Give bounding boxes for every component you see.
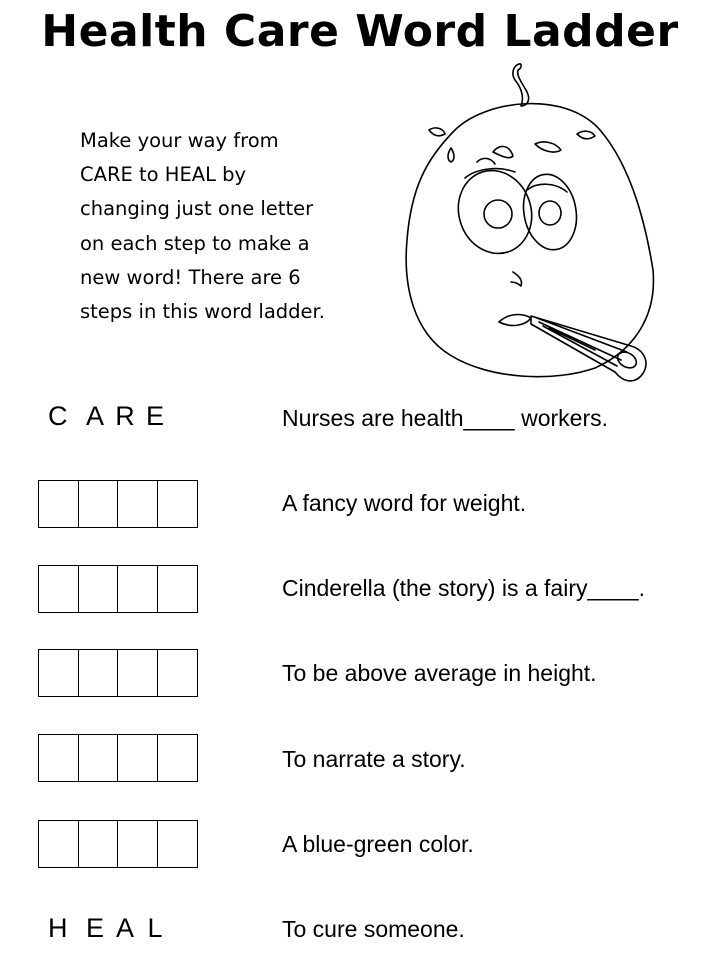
page-title: Health Care Word Ladder	[41, 6, 679, 57]
letter-box[interactable]	[157, 820, 198, 868]
clue-4: To be above average in height.	[282, 660, 597, 686]
letter-box[interactable]	[38, 734, 79, 782]
letter-box[interactable]	[157, 649, 198, 697]
start-word-letter: R	[115, 401, 135, 431]
answer-row-5	[38, 820, 201, 868]
letter-box[interactable]	[78, 820, 119, 868]
answer-row-4	[38, 734, 201, 782]
letter-box[interactable]	[157, 565, 198, 613]
letter-box[interactable]	[117, 734, 158, 782]
instructions-line: Make your way from	[80, 129, 279, 152]
start-word-letter: E	[145, 401, 164, 431]
end-word	[48, 913, 170, 944]
letter-box[interactable]	[78, 480, 119, 528]
sick-face-with-thermometer-icon	[395, 60, 675, 390]
end-word-letter: E	[85, 913, 104, 943]
letter-box[interactable]	[117, 820, 158, 868]
clue-2: A fancy word for weight.	[282, 490, 527, 516]
start-word-letter: C	[48, 401, 68, 431]
letter-box[interactable]	[157, 480, 198, 528]
answer-row-1	[38, 480, 201, 528]
instructions-line: on each step to make a	[80, 231, 310, 255]
letter-box[interactable]	[38, 820, 79, 868]
letter-box[interactable]	[78, 565, 119, 613]
instructions-line: new word! There are 6	[80, 265, 301, 289]
answer-row-2	[38, 565, 201, 613]
clue-6: A blue-green color.	[282, 831, 474, 857]
end-word-letter: L	[147, 913, 163, 943]
start-word	[48, 401, 170, 432]
letter-box[interactable]	[38, 480, 79, 528]
letter-box[interactable]	[117, 649, 158, 697]
letter-box[interactable]	[117, 565, 158, 613]
clue-1: Nurses are health____ workers.	[282, 405, 608, 431]
instructions-line: changing just one letter	[80, 197, 314, 221]
clue-3: Cinderella (the story) is a fairy____.	[282, 575, 646, 601]
answer-row-3	[38, 649, 201, 697]
instructions-line: steps in this word ladder.	[80, 300, 325, 324]
letter-box[interactable]	[78, 734, 119, 782]
letter-box[interactable]	[117, 480, 158, 528]
letter-box[interactable]	[38, 649, 79, 697]
end-word-letter: A	[115, 913, 134, 943]
start-word-letter: A	[85, 401, 104, 431]
letter-box[interactable]	[78, 649, 119, 697]
letter-box[interactable]	[157, 734, 198, 782]
instructions-line: CARE to HEAL by	[80, 163, 247, 187]
clue-5: To narrate a story.	[282, 746, 466, 772]
clue-7: To cure someone.	[282, 916, 465, 942]
letter-box[interactable]	[38, 565, 79, 613]
instructions	[80, 124, 380, 329]
end-word-letter: H	[48, 913, 68, 943]
